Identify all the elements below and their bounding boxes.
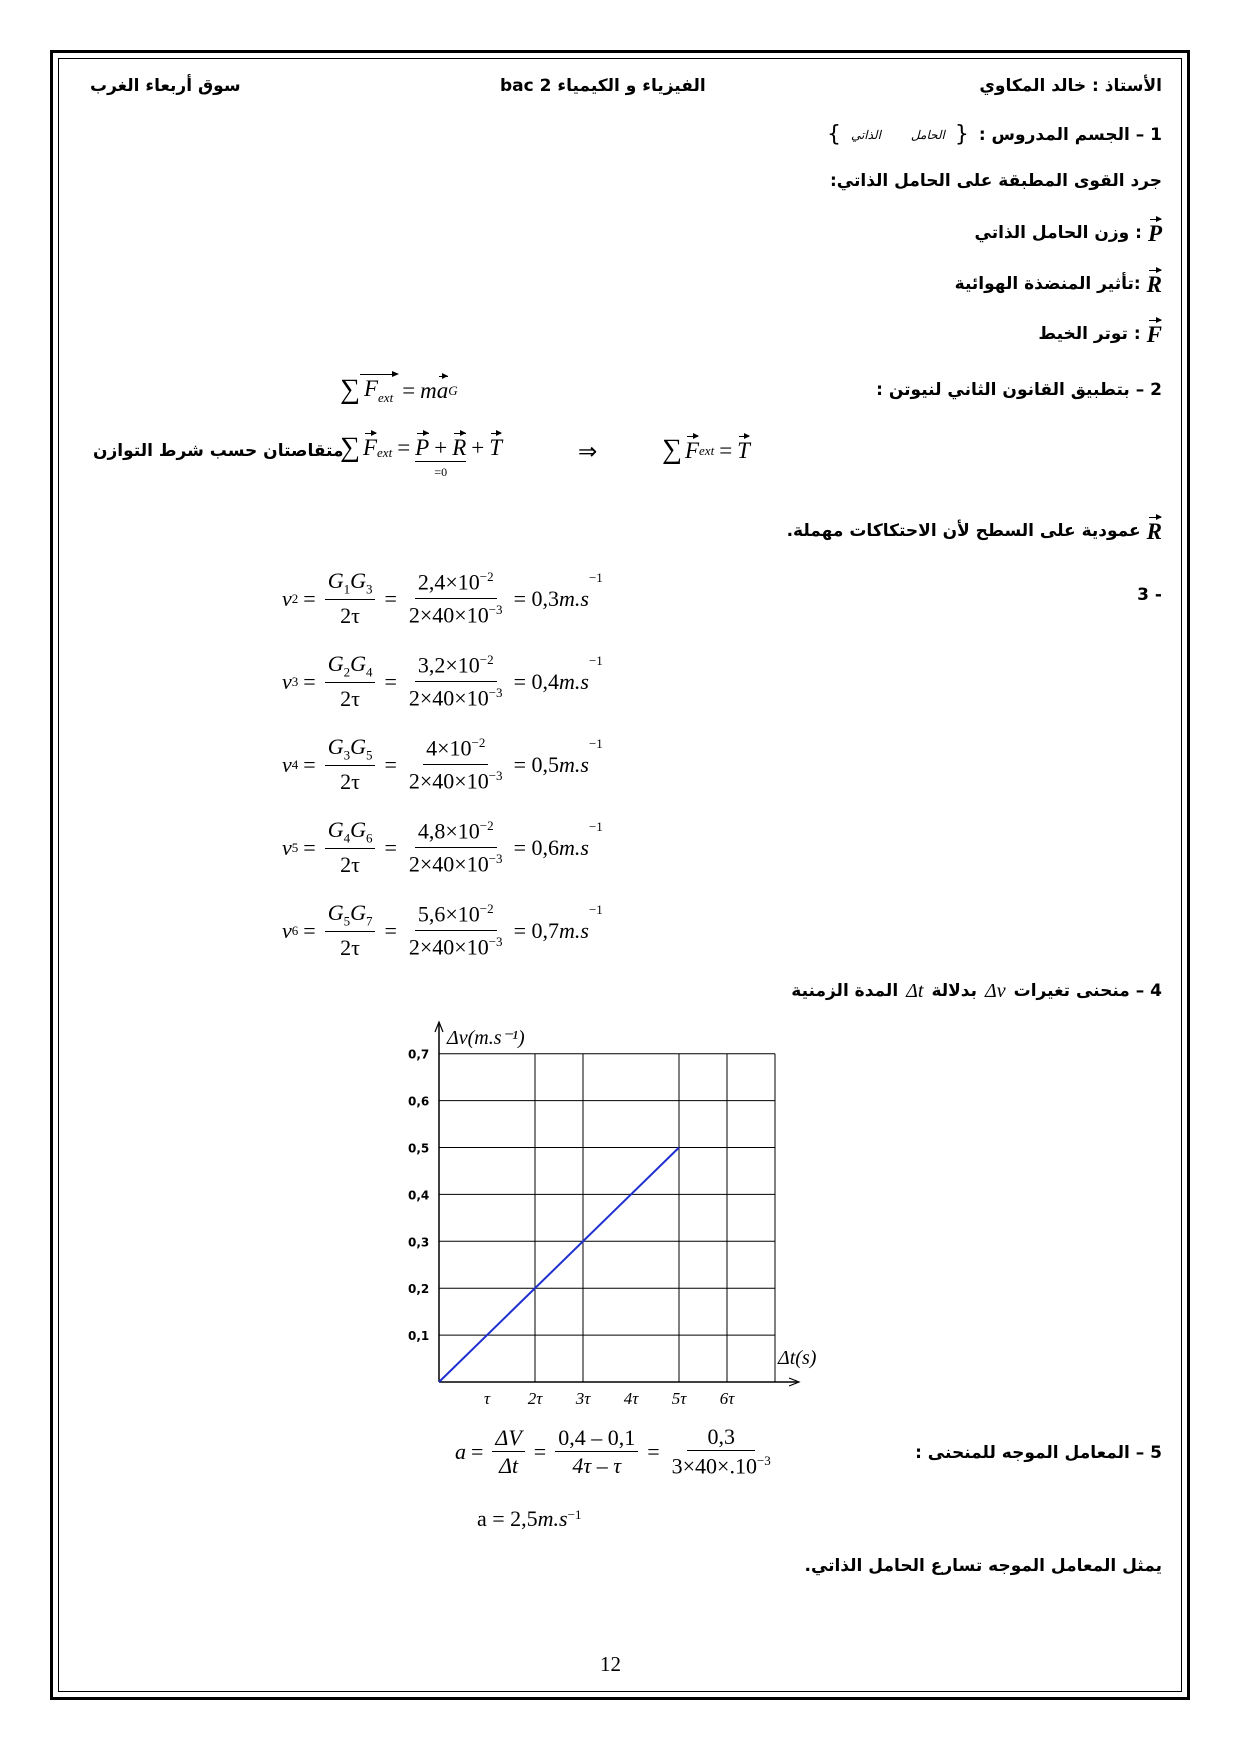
equals-sign: = (303, 751, 316, 777)
equals-sign: = (719, 437, 733, 463)
sigma-symbol: ∑ (340, 432, 360, 463)
x-tick-label: τ (483, 1389, 491, 1408)
equals-sign: = (303, 585, 316, 611)
distance-value: 4×10 (426, 735, 472, 761)
q5-label: 5 – المعامل الموجه للمنحنى : (915, 1443, 1162, 1463)
distance-exponent: −2 (479, 569, 494, 585)
velocity-unit-exponent: −1 (588, 570, 603, 585)
two-tau: 2τ (340, 935, 360, 961)
velocity-unit-exponent: −1 (588, 819, 603, 834)
duration-value: 2×40×10 (408, 602, 489, 628)
q3-label: - 3 (1137, 585, 1162, 605)
equals-sign: = (303, 917, 316, 943)
ext-subscript: ext (699, 442, 715, 458)
duration-exponent: −3 (488, 933, 503, 949)
distance-value: 2,4×10 (417, 569, 480, 595)
equals-sign: = (397, 435, 411, 460)
force-tension-text: : توتر الخيط (1038, 324, 1141, 344)
velocity-unit: m.s (558, 668, 589, 694)
velocity-unit: m.s (558, 834, 589, 860)
r-vector: R (452, 435, 467, 460)
v-subscript: 5 (291, 839, 299, 855)
velocity-unit-exponent: −1 (588, 736, 603, 751)
data-line-delta-v (439, 1148, 679, 1383)
system-word-1: الحامل (910, 128, 945, 142)
a-vector: a (436, 377, 449, 403)
equals-sign: = (384, 751, 397, 777)
g-index-b: 5 (365, 747, 373, 763)
fraction2-denominator: 4τ – τ (572, 1452, 622, 1478)
x-tick-label: 6τ (719, 1389, 735, 1408)
vector-p: P (1147, 221, 1162, 246)
sigma-symbol: ∑ (662, 434, 682, 465)
equals-sign: = (384, 834, 397, 860)
t-vector: T (489, 435, 503, 460)
equals-sign: = (384, 917, 397, 943)
two-tau: 2τ (340, 852, 360, 878)
v-symbol: v (282, 668, 292, 694)
velocity-value: = 0,3 (513, 585, 559, 611)
g-index-b: 7 (365, 913, 373, 929)
equals-sign: = (384, 668, 397, 694)
g-symbol: G (350, 817, 366, 842)
balance-note: متقاصتان حسب شرط التوازن (93, 441, 344, 461)
y-tick-label: 0,2 (408, 1282, 430, 1297)
g-symbol: G (327, 568, 344, 593)
x-tick-label: 4τ (623, 1389, 639, 1408)
equals-sign: = (647, 1438, 660, 1464)
two-tau: 2τ (340, 686, 360, 712)
sigma-symbol: ∑ (340, 374, 360, 405)
g-index-a: 1 (343, 581, 351, 597)
duration-exponent: −3 (488, 767, 503, 783)
v-symbol: v (282, 834, 292, 860)
x-tick-label: 5τ (671, 1389, 687, 1408)
plus-sign: + (434, 435, 448, 460)
force-weight-text: : وزن الحامل الذاتي (974, 223, 1142, 243)
duration-value: 2×40×10 (408, 934, 489, 960)
fraction2-numerator: 0,4 – 0,1 (555, 1427, 638, 1452)
acceleration-unit: m.s (537, 1506, 568, 1531)
g-subscript: G (448, 382, 458, 398)
y-tick-label: 0,5 (408, 1141, 430, 1156)
ext-subscript: ext (378, 389, 394, 405)
two-tau: 2τ (340, 603, 360, 629)
vector-r: R (1146, 519, 1162, 544)
f-symbol: F (363, 375, 379, 401)
fraction1-denominator: Δt (499, 1452, 519, 1478)
velocity-value: = 0,6 (513, 834, 559, 860)
acceleration-unit-exponent: −1 (567, 1507, 582, 1522)
equals-sign: = (303, 668, 316, 694)
equals-sign: = (533, 1438, 547, 1464)
velocity-value: = 0,7 (513, 917, 559, 943)
delta-t-symbol: Δt (906, 980, 924, 1002)
y-axis-label: Δv(m.s⁻¹) (447, 1027, 525, 1049)
g-symbol: G (327, 817, 344, 842)
distance-exponent: −2 (479, 652, 494, 668)
equals-sign: = (303, 834, 316, 860)
duration-value: 2×40×10 (408, 768, 489, 794)
equals-sign: = (471, 1438, 484, 1464)
force-reaction-text: :تأثير المنضذة الهوائية (954, 274, 1141, 294)
distance-exponent: −2 (479, 901, 494, 917)
x-tick-label: 3τ (575, 1389, 591, 1408)
delta-v-symbol: Δv (985, 980, 1006, 1002)
g-index-a: 2 (343, 664, 351, 680)
slope-formula (455, 1426, 778, 1477)
p-vector: P (415, 435, 430, 460)
ext-subscript: ext (377, 445, 393, 460)
duration-exponent: −3 (488, 850, 503, 866)
duration-exponent: −3 (488, 684, 503, 700)
f-vector: F (362, 435, 378, 460)
teacher-name: الأستاذ : خالد المكاوي (979, 76, 1162, 96)
q2-label: 2 – بتطبيق القانون الثاني لنيوتن : (876, 380, 1162, 400)
normal-note-text: عمودية على السطح لأن الاحتكاكات مهملة. (786, 521, 1141, 541)
v-subscript: 6 (291, 922, 299, 938)
distance-exponent: −2 (479, 818, 494, 834)
v-subscript: 3 (291, 673, 299, 689)
two-tau: 2τ (340, 769, 360, 795)
v-symbol: v (282, 751, 292, 777)
duration-exponent: −3 (488, 601, 503, 617)
t-vector: T (737, 437, 750, 463)
school-location: سوق أربعاء الغرب (90, 76, 241, 96)
duration-value: 2×40×10 (408, 851, 489, 877)
a-symbol: a (455, 1438, 466, 1464)
distance-exponent: −2 (471, 735, 486, 751)
distance-value: 5,6×10 (417, 901, 480, 927)
fraction3-denominator: 3×40×.10 (671, 1453, 757, 1479)
g-symbol: G (350, 568, 366, 593)
acceleration-result (477, 1508, 581, 1530)
page-number: 12 (600, 1652, 621, 1676)
y-tick-label: 0,4 (408, 1188, 430, 1203)
g-symbol: G (350, 900, 366, 925)
brace-close: } (826, 122, 841, 147)
brace-open: { (954, 122, 969, 147)
m-symbol: m (420, 377, 437, 403)
distance-value: 3,2×10 (417, 652, 480, 678)
vector-f: F (1146, 322, 1162, 347)
v-symbol: v (282, 585, 292, 611)
v-subscript: 2 (291, 590, 299, 606)
g-index-b: 3 (365, 581, 373, 597)
system-word-2: الذاتي (850, 128, 881, 142)
y-tick-label: 0,1 (408, 1329, 430, 1344)
q4-label-a: 4 – منحنى تغيرات (1013, 980, 1162, 1001)
g-symbol: G (350, 734, 366, 759)
fraction3-numerator: 0,3 (687, 1426, 755, 1451)
v-subscript: 4 (291, 756, 299, 772)
equals-sign: = (384, 585, 397, 611)
implies-arrow: ⇒ (578, 439, 598, 464)
y-tick-label: 0,6 (408, 1094, 430, 1109)
velocity-unit-exponent: −1 (588, 902, 603, 917)
equals-sign: = (402, 377, 416, 403)
g-symbol: G (327, 651, 344, 676)
vector-r: R (1146, 272, 1162, 297)
q1-label: 1 – الجسم المدروس : (978, 124, 1162, 145)
y-tick-label: 0,3 (408, 1235, 430, 1250)
v-symbol: v (282, 917, 292, 943)
forces-inventory-heading: جرد القوى المطبقة على الحامل الذاتي: (829, 171, 1162, 191)
g-index-b: 6 (365, 830, 373, 846)
g-symbol: G (350, 651, 366, 676)
duration-value: 2×40×10 (408, 685, 489, 711)
y-tick-label: 0,7 (408, 1047, 430, 1062)
equals-zero-note: =0 (415, 461, 466, 478)
x-axis-label: Δt(s) (778, 1347, 817, 1369)
g-index-a: 5 (343, 913, 351, 929)
g-symbol: G (327, 734, 344, 759)
fraction3-exponent: −3 (756, 1453, 771, 1468)
subject-title: الفيزياء و الكيمياء 2 bac (500, 76, 706, 96)
f-vector: F (684, 437, 700, 463)
distance-value: 4,8×10 (417, 818, 480, 844)
g-index-a: 4 (343, 830, 351, 846)
velocity-value: = 0,4 (513, 668, 559, 694)
x-tick-label: 2τ (527, 1389, 543, 1408)
velocity-unit: m.s (558, 917, 589, 943)
fraction1-numerator: ΔV (492, 1427, 524, 1452)
g-index-a: 3 (343, 747, 351, 763)
q4-label-b: بدلالة (931, 980, 978, 1001)
velocity-value: = 0,5 (513, 751, 559, 777)
conclusion: يمثل المعامل الموجه تسارع الحامل الذاتي. (804, 1556, 1162, 1576)
g-symbol: G (327, 900, 344, 925)
g-index-b: 4 (365, 664, 373, 680)
velocity-unit-exponent: −1 (588, 653, 603, 668)
q4-label-c: المدة الزمنية (791, 980, 899, 1001)
plus-sign: + (471, 435, 485, 460)
velocity-unit: m.s (558, 751, 589, 777)
acceleration-value: a = 2,5 (477, 1506, 538, 1531)
velocity-unit: m.s (558, 585, 589, 611)
